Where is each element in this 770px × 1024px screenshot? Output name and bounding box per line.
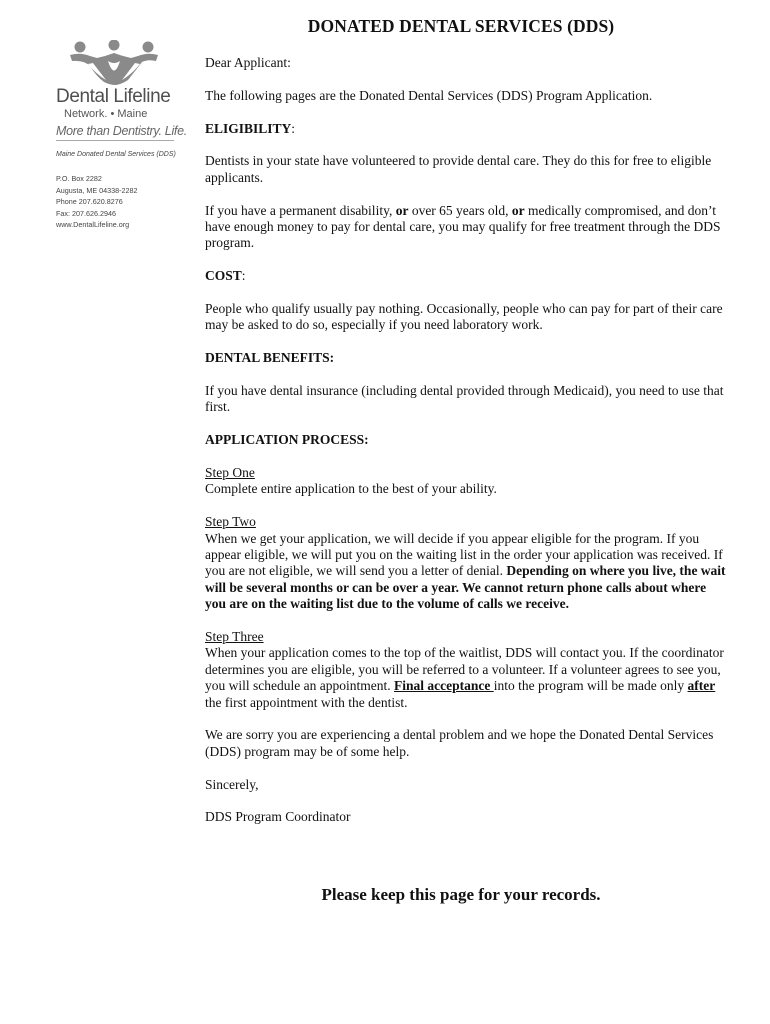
benefits-paragraph: If you have dental insurance (including dental provided through Medicaid), you need to use that first. bbox=[205, 383, 724, 415]
website-link[interactable]: www.DentalLifeline.org bbox=[56, 220, 130, 230]
step-three bbox=[205, 629, 727, 711]
cost-colon: : bbox=[241, 268, 246, 284]
page-title: DONATED DENTAL SERVICES (DDS) bbox=[307, 16, 615, 36]
step-three-text-a: When your application comes to the top of the waitlist, DDS will contact you. If the coordinator determines you are eligible, you will be referred to a volunteer. If a volunteer agrees to see you, you will schedule an appointment. bbox=[205, 645, 724, 694]
process-heading bbox=[205, 432, 727, 448]
elig-or-1: or bbox=[395, 202, 409, 218]
elig-text-b: over 65 years old, bbox=[408, 202, 512, 218]
cost-heading bbox=[205, 268, 727, 284]
step-three-text-c: the first appointment with the dentist. bbox=[205, 694, 408, 710]
elig-or-2: or bbox=[511, 202, 525, 218]
step-two-text: When we get your application, we will decide if you appear eligible for the program. If you appear eligible, we will put you on the waiting list in the order your application was received. If you are not eligible, we will send you a letter of denial. bbox=[205, 530, 723, 579]
po-box: P.O. Box 2282 bbox=[56, 174, 102, 183]
intro-paragraph: The following pages are the Donated Dental Services (DDS) Program Application. bbox=[205, 87, 653, 103]
tagline: More than Dentistry. Life. bbox=[56, 124, 187, 138]
network-line: Network. • Maine bbox=[64, 108, 148, 120]
phone-number: Phone 207.620.8276 bbox=[56, 197, 123, 207]
sincerely: Sincerely, bbox=[205, 776, 259, 792]
closing-paragraph: We are sorry you are experiencing a dental problem and we hope the Donated Dental Services (DDS) program may be of some help. bbox=[205, 727, 714, 759]
program-name: Maine Donated Dental Services (DDS) bbox=[56, 151, 176, 158]
eligibility-heading bbox=[205, 121, 727, 137]
step-one-text: Complete entire application to the best of your ability. bbox=[205, 481, 497, 497]
letter-body bbox=[205, 55, 727, 826]
benefits-heading bbox=[205, 350, 727, 366]
signature: DDS Program Coordinator bbox=[205, 809, 351, 825]
city-line: Augusta, ME 04338-2282 bbox=[56, 185, 138, 195]
contact-block bbox=[56, 173, 196, 231]
step-two bbox=[205, 514, 727, 612]
step-two-label: Step Two bbox=[205, 514, 256, 530]
eligibility-paragraph-1: Dentists in your state have volunteered to provide dental care. They do this for free to eligible applicants. bbox=[205, 153, 712, 185]
eligibility-paragraph-2 bbox=[205, 203, 727, 252]
after-text: after bbox=[687, 678, 716, 694]
step-two-bold-text: Depending on where you live, the wait will be several months or can be over a year. We cannot return phone calls about where you are on the waiting list due to the volume of calls we receive. bbox=[205, 563, 726, 612]
letterhead-sidebar bbox=[56, 40, 196, 231]
brand-name: Dental Lifeline bbox=[56, 86, 171, 107]
records-note: Please keep this page for your records. bbox=[321, 885, 601, 904]
process-heading-text: APPLICATION PROCESS: bbox=[205, 432, 369, 448]
elig-text-a: If you have a permanent disability, bbox=[205, 202, 396, 218]
step-one bbox=[205, 465, 727, 498]
cost-heading-text: COST bbox=[205, 268, 242, 284]
benefits-heading-text: DENTAL BENEFITS: bbox=[205, 350, 335, 366]
three-people-logo-icon bbox=[66, 40, 162, 86]
eligibility-heading-text: ELIGIBILITY bbox=[205, 120, 292, 136]
elig-text-c: medically compromised, and don’t have enough money to pay for dental care, you may qualify for free treatment through the DDS program. bbox=[205, 202, 721, 251]
step-one-label: Step One bbox=[205, 465, 255, 480]
cost-paragraph: People who qualify usually pay nothing. Occasionally, people who can pay for part of their care may be asked to do so, especially if you need laboratory work. bbox=[205, 301, 723, 333]
final-acceptance-text: Final acceptance bbox=[393, 678, 494, 694]
fax-number: Fax: 207.626.2946 bbox=[56, 208, 116, 218]
step-three-label: Step Three bbox=[205, 629, 264, 645]
greeting: Dear Applicant: bbox=[205, 55, 291, 70]
tagline-divider bbox=[56, 140, 174, 141]
step-three-text-b: into the program will be made only bbox=[493, 678, 688, 694]
eligibility-colon: : bbox=[291, 120, 296, 136]
